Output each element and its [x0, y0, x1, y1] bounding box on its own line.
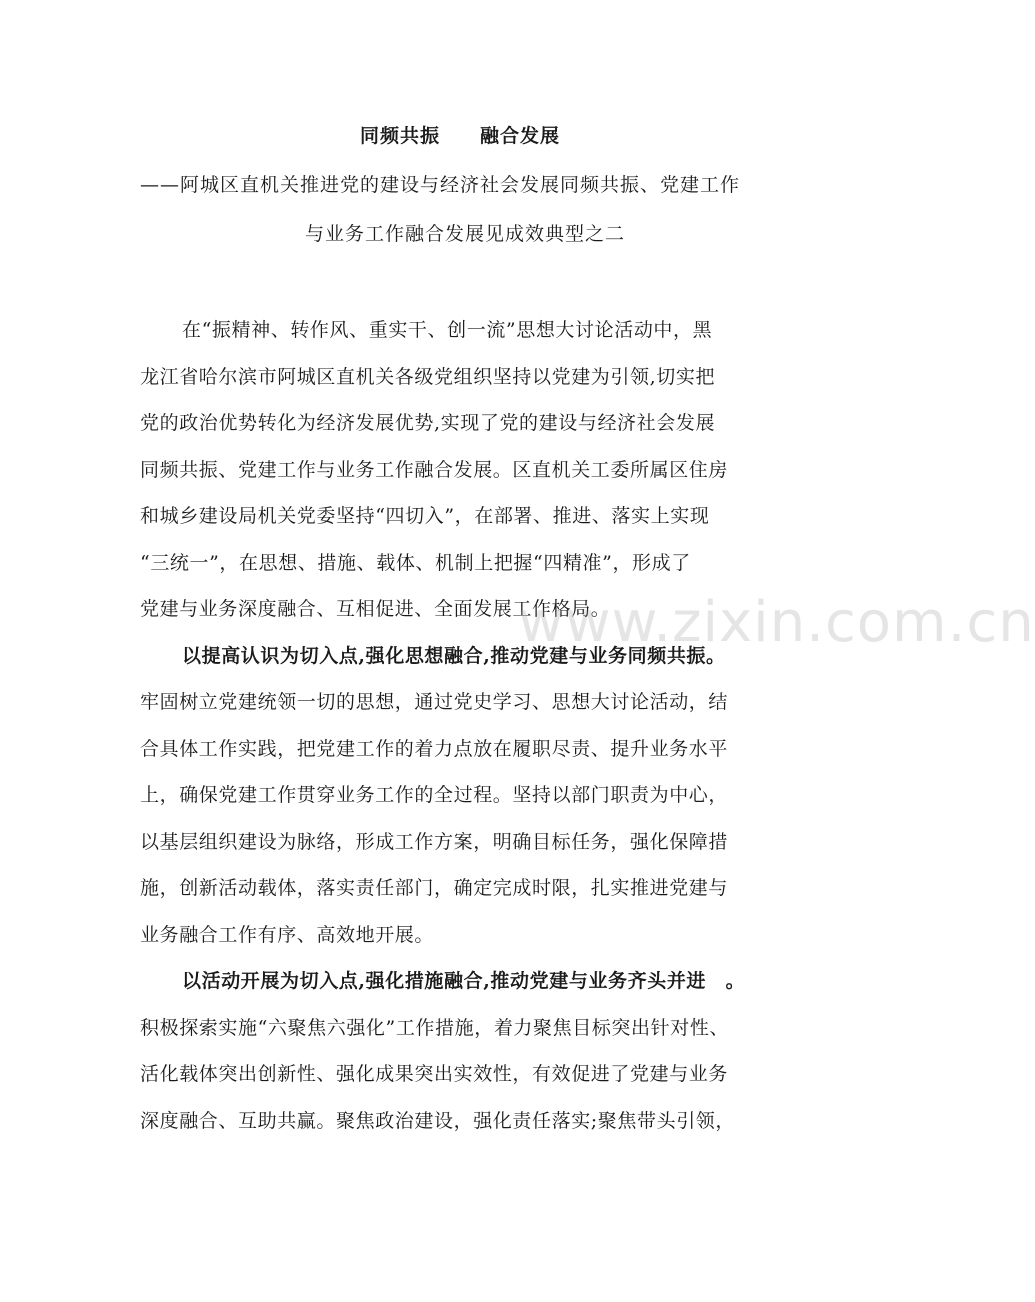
document-body — [140, 307, 790, 1144]
subtitle-line: 与业务工作融合发展见成效典型之二 — [304, 223, 625, 245]
text-line: 活化载体突出创新性、强化成果突出实效性，有效促进了党建与业务 — [140, 1063, 729, 1085]
text-line: 同频共振、党建工作与业务工作融合发展。区直机关工委所属区住房 — [140, 458, 729, 481]
text-line: 合具体工作实践，把党建工作的着力点放在履职尽责、提升业务水平 — [140, 737, 729, 760]
document-subtitle — [140, 166, 790, 253]
text-line: 龙江省哈尔滨市阿城区直机关各级党组织坚持以党建为引领,切实把 — [140, 365, 716, 388]
text-line: 深度融合、互助共赢。聚焦政治建设，强化责任落实;聚焦带头引领， — [140, 1109, 736, 1132]
text-line: 以基层组织建设为脉络，形成工作方案，明确目标任务，强化保障措 — [140, 830, 729, 853]
subtitle-line: ——阿城区直机关推进党的建设与经济社会发展同频共振、党建工作 — [140, 174, 741, 196]
text-line: 施，创新活动载体，落实责任部门，确定完成时限，扎实推进党建与 — [140, 877, 729, 899]
text-line: 上，确保党建工作贯穿业务工作的全过程。坚持以部门职责为中心， — [140, 784, 729, 806]
text-line: 党建与业务深度融合、互相促进、全面发展工作格局。 — [140, 598, 611, 620]
text-line: 和城乡建设局机关党委坚持“四切入”，在部署、推进、落实上实现 — [140, 505, 710, 527]
text-line: 在“振精神、转作风、重实干、创一流”思想大讨论活动中，黑 — [182, 319, 713, 341]
paragraph-ideology — [140, 633, 790, 959]
watermark: www.zixin.com.cn — [518, 590, 1035, 655]
paragraph-heading: 以提高认识为切入点,强化思想融合,推动党建与业务同频共振。 — [182, 644, 726, 667]
text-line: 业务融合工作有序、高效地开展。 — [140, 923, 435, 946]
paragraph-activities — [140, 958, 790, 1144]
document-title: 同频共振 融合发展 — [359, 125, 560, 147]
paragraph-intro — [140, 307, 790, 633]
text-line: 积极探索实施“六聚焦六强化”工作措施，着力聚焦目标突出针对性、 — [140, 1016, 730, 1039]
text-line: 牢固树立党建统领一切的思想，通过党史学习、思想大讨论活动，结 — [140, 691, 729, 713]
text-line: 党的政治优势转化为经济发展优势,实现了党的建设与经济社会发展 — [140, 412, 716, 434]
text-line: “三统一”，在思想、措施、载体、机制上把握“四精准”，形成了 — [140, 551, 691, 574]
paragraph-heading: 以活动开展为切入点,强化措施融合,推动党建与业务齐头并进 。 — [182, 970, 746, 992]
